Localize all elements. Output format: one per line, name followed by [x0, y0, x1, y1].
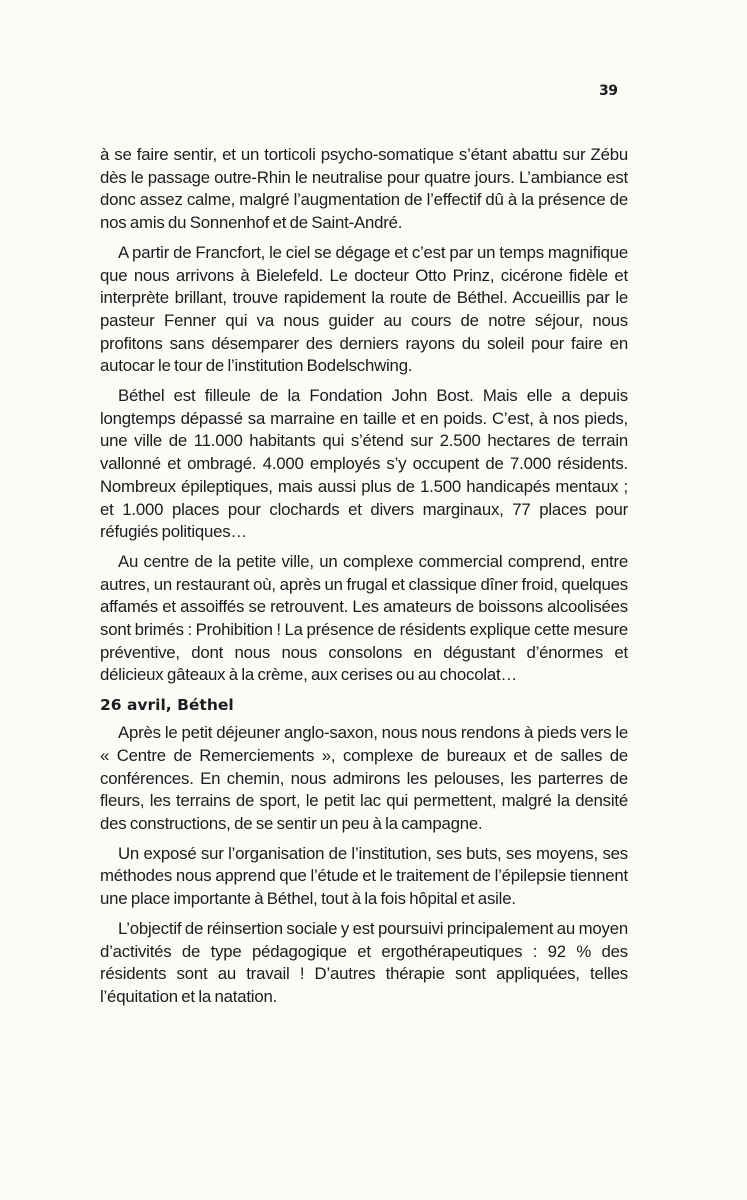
text-column — [100, 144, 628, 1016]
section-heading: 26 avril, Béthel — [100, 696, 234, 715]
paragraph: A partir de Francfort, le ciel se dégage et c’est par un temps magnifique que nous arrivons à Bielefeld. Le docteur Otto Prinz, cicérone fidèle et interprète brillant, trouve rapidement la route de Béthel. Accueillis par le pasteur Fenner qui va nous guider au cours de notre séjour, nous profitons sans désemparer des derniers rayons du soleil pour faire en autocar le tour de l’institution Bodelschwing. — [100, 242, 628, 376]
paragraph: L’objectif de réinsertion sociale y est poursuivi principalement au moyen d’activités de type pédagogique et ergothérapeutiques : 92 % des résidents sont au travail ! D’autres thérapie sont appliquées, telles l’équitation et la natation. — [100, 918, 628, 1006]
page-number: 39 — [599, 83, 618, 99]
paragraph: Au centre de la petite ville, un complexe commercial comprend, entre autres, un restaurant où, après un frugal et classique dîner froid, quelques affamés et assoiffés se retrouvent. Les amateurs de boissons alcoolisées sont brimés : Prohibition ! La présence de résidents explique cette mesure préventive, dont nous nous consolons en dégustant d’énormes et délicieux gâteaux à la crème, aux cerises ou au chocolat… — [100, 551, 628, 685]
paragraph: Un exposé sur l’organisation de l’institution, ses buts, ses moyens, ses méthodes nous apprend que l’étude et le traitement de l’épilepsie tiennent une place importante à Béthel, tout à la fois hôpital et asile. — [100, 843, 628, 909]
paragraph: Béthel est filleule de la Fondation John Bost. Mais elle a depuis longtemps dépassé sa marraine en taille et en poids. C’est, à nos pieds, une ville de 11.000 habitants qui s’étend sur 2.500 hectares de terrain vallonné et ombragé. 4.000 employés s’y occupent de 7.000 résidents. Nombreux épileptiques, mais aussi plus de 1.500 handicapés mentaux ; et 1.000 places pour clochards et divers marginaux, 77 places pour réfugiés politiques… — [100, 386, 628, 542]
paragraph: à se faire sentir, et un torticoli psycho-somatique s’étant abattu sur Zébu dès le passage outre-Rhin le neutralise pour quatre jours. L’ambiance est donc assez calme, malgré l’augmentation de l’effectif dû à la présence de nos amis du Sonnenhof et de Saint-André. — [100, 145, 628, 233]
paragraph: Après le petit déjeuner anglo-saxon, nous nous rendons à pieds vers le « Centre de Remerciements », complexe de bureaux et de salles de conférences. En chemin, nous admirons les pelouses, les parterres de fleurs, les terrains de sport, le petit lac qui permettent, malgré la densité des constructions, de se sentir un peu à la campagne. — [100, 723, 628, 833]
